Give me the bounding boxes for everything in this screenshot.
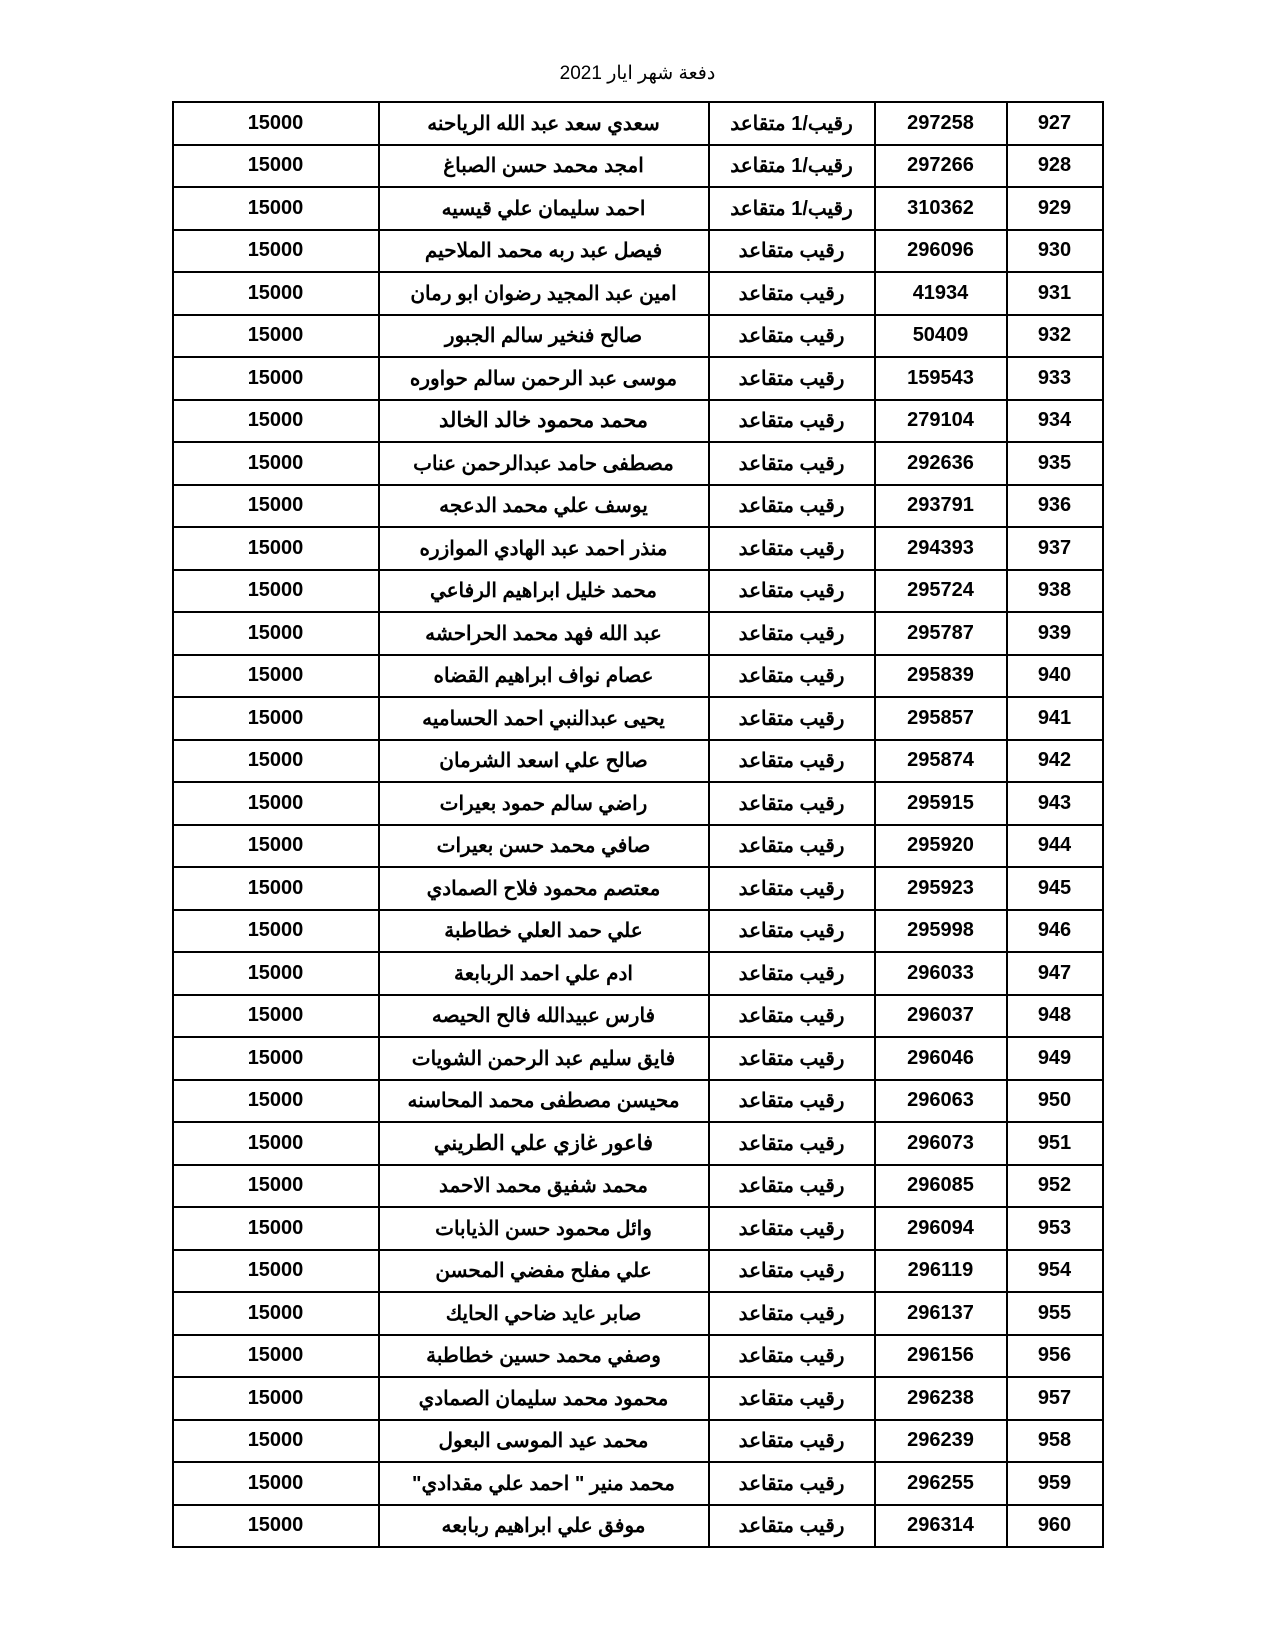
row-rank-cell: رقيب متقاعد — [709, 527, 875, 570]
row-rank-cell: رقيب متقاعد — [709, 1165, 875, 1208]
row-number-cell: 296085 — [875, 1165, 1007, 1208]
row-amount-cell: 15000 — [173, 1335, 379, 1378]
row-index-cell: 952 — [1007, 1165, 1103, 1208]
row-rank-cell: رقيب متقاعد — [709, 740, 875, 783]
row-name-cell: محيسن مصطفى محمد المحاسنه — [379, 1080, 709, 1123]
table-row — [173, 357, 1103, 400]
row-rank-cell: رقيب متقاعد — [709, 782, 875, 825]
row-amount-cell: 15000 — [173, 1207, 379, 1250]
row-amount-cell: 15000 — [173, 1420, 379, 1463]
table-row — [173, 1207, 1103, 1250]
row-name-cell: عصام نواف ابراهيم القضاه — [379, 655, 709, 698]
row-number-cell: 159543 — [875, 357, 1007, 400]
row-amount-cell: 15000 — [173, 612, 379, 655]
row-name-cell: صافي محمد حسن بعيرات — [379, 825, 709, 868]
row-index-cell: 949 — [1007, 1037, 1103, 1080]
row-amount-cell: 15000 — [173, 442, 379, 485]
row-index-cell: 933 — [1007, 357, 1103, 400]
table-row — [173, 570, 1103, 613]
table-row — [173, 1037, 1103, 1080]
row-index-cell: 946 — [1007, 910, 1103, 953]
row-number-cell: 296119 — [875, 1250, 1007, 1293]
row-name-cell: معتصم محمود فلاح الصمادي — [379, 867, 709, 910]
table-row — [173, 145, 1103, 188]
row-number-cell: 295724 — [875, 570, 1007, 613]
row-name-cell: محمد محمود خالد الخالد — [379, 400, 709, 443]
table-row — [173, 995, 1103, 1038]
row-number-cell: 296255 — [875, 1462, 1007, 1505]
row-amount-cell: 15000 — [173, 825, 379, 868]
row-name-cell: محمد عيد الموسى البعول — [379, 1420, 709, 1463]
row-name-cell: صالح علي اسعد الشرمان — [379, 740, 709, 783]
row-amount-cell: 15000 — [173, 952, 379, 995]
row-name-cell: فيصل عبد ربه محمد الملاحيم — [379, 230, 709, 273]
row-name-cell: محمد خليل ابراهيم الرفاعي — [379, 570, 709, 613]
row-name-cell: صابر عايد ضاحي الحايك — [379, 1292, 709, 1335]
row-rank-cell: رقيب متقاعد — [709, 1080, 875, 1123]
row-index-cell: 938 — [1007, 570, 1103, 613]
row-number-cell: 296314 — [875, 1505, 1007, 1548]
row-amount-cell: 15000 — [173, 527, 379, 570]
row-amount-cell: 15000 — [173, 655, 379, 698]
row-amount-cell: 15000 — [173, 485, 379, 528]
row-amount-cell: 15000 — [173, 1462, 379, 1505]
table-row — [173, 230, 1103, 273]
table-row — [173, 187, 1103, 230]
row-rank-cell: رقيب متقاعد — [709, 952, 875, 995]
row-name-cell: محمد شفيق محمد الاحمد — [379, 1165, 709, 1208]
row-rank-cell: رقيب/1 متقاعد — [709, 187, 875, 230]
row-rank-cell: رقيب متقاعد — [709, 357, 875, 400]
row-amount-cell: 15000 — [173, 357, 379, 400]
row-number-cell: 279104 — [875, 400, 1007, 443]
row-amount-cell: 15000 — [173, 1505, 379, 1548]
row-index-cell: 934 — [1007, 400, 1103, 443]
table-row — [173, 1080, 1103, 1123]
table-row — [173, 1462, 1103, 1505]
row-number-cell: 296033 — [875, 952, 1007, 995]
row-index-cell: 931 — [1007, 272, 1103, 315]
row-index-cell: 937 — [1007, 527, 1103, 570]
row-amount-cell: 15000 — [173, 1037, 379, 1080]
table-row — [173, 315, 1103, 358]
table-row — [173, 1250, 1103, 1293]
row-number-cell: 296156 — [875, 1335, 1007, 1378]
row-name-cell: راضي سالم حمود بعيرات — [379, 782, 709, 825]
row-index-cell: 948 — [1007, 995, 1103, 1038]
row-index-cell: 956 — [1007, 1335, 1103, 1378]
row-index-cell: 953 — [1007, 1207, 1103, 1250]
row-amount-cell: 15000 — [173, 1377, 379, 1420]
row-rank-cell: رقيب متقاعد — [709, 697, 875, 740]
row-number-cell: 297266 — [875, 145, 1007, 188]
row-index-cell: 960 — [1007, 1505, 1103, 1548]
row-index-cell: 935 — [1007, 442, 1103, 485]
table-row — [173, 527, 1103, 570]
row-number-cell: 296063 — [875, 1080, 1007, 1123]
table-row — [173, 697, 1103, 740]
row-name-cell: علي حمد العلي خطاطبة — [379, 910, 709, 953]
row-number-cell: 296239 — [875, 1420, 1007, 1463]
table-row — [173, 910, 1103, 953]
row-number-cell: 295787 — [875, 612, 1007, 655]
row-amount-cell: 15000 — [173, 867, 379, 910]
row-amount-cell: 15000 — [173, 740, 379, 783]
row-number-cell: 292636 — [875, 442, 1007, 485]
table-row — [173, 1292, 1103, 1335]
table-row — [173, 1420, 1103, 1463]
row-rank-cell: رقيب متقاعد — [709, 825, 875, 868]
row-amount-cell: 15000 — [173, 272, 379, 315]
table-row — [173, 1122, 1103, 1165]
row-number-cell: 295857 — [875, 697, 1007, 740]
row-amount-cell: 15000 — [173, 230, 379, 273]
table-row — [173, 782, 1103, 825]
table-row — [173, 442, 1103, 485]
row-number-cell: 295839 — [875, 655, 1007, 698]
row-rank-cell: رقيب متقاعد — [709, 1377, 875, 1420]
row-amount-cell: 15000 — [173, 187, 379, 230]
row-number-cell: 296096 — [875, 230, 1007, 273]
row-index-cell: 951 — [1007, 1122, 1103, 1165]
row-name-cell: فايق سليم عبد الرحمن الشويات — [379, 1037, 709, 1080]
table-row — [173, 655, 1103, 698]
row-index-cell: 943 — [1007, 782, 1103, 825]
table-row — [173, 740, 1103, 783]
row-rank-cell: رقيب متقاعد — [709, 315, 875, 358]
row-rank-cell: رقيب متقاعد — [709, 612, 875, 655]
row-rank-cell: رقيب متقاعد — [709, 655, 875, 698]
row-rank-cell: رقيب متقاعد — [709, 867, 875, 910]
row-name-cell: ادم علي احمد الربابعة — [379, 952, 709, 995]
row-amount-cell: 15000 — [173, 1165, 379, 1208]
row-index-cell: 947 — [1007, 952, 1103, 995]
row-number-cell: 296046 — [875, 1037, 1007, 1080]
row-name-cell: وصفي محمد حسين خطاطبة — [379, 1335, 709, 1378]
table-row — [173, 400, 1103, 443]
row-number-cell: 296094 — [875, 1207, 1007, 1250]
row-number-cell: 295874 — [875, 740, 1007, 783]
table-row — [173, 612, 1103, 655]
row-rank-cell: رقيب متقاعد — [709, 1037, 875, 1080]
row-index-cell: 958 — [1007, 1420, 1103, 1463]
row-name-cell: وائل محمود حسن الذيابات — [379, 1207, 709, 1250]
row-rank-cell: رقيب متقاعد — [709, 1420, 875, 1463]
payments-table — [172, 101, 1104, 1548]
row-number-cell: 296238 — [875, 1377, 1007, 1420]
row-index-cell: 954 — [1007, 1250, 1103, 1293]
row-number-cell: 310362 — [875, 187, 1007, 230]
row-rank-cell: رقيب/1 متقاعد — [709, 145, 875, 188]
row-index-cell: 950 — [1007, 1080, 1103, 1123]
row-amount-cell: 15000 — [173, 315, 379, 358]
row-rank-cell: رقيب متقاعد — [709, 1122, 875, 1165]
table-row — [173, 825, 1103, 868]
row-index-cell: 942 — [1007, 740, 1103, 783]
row-rank-cell: رقيب متقاعد — [709, 1250, 875, 1293]
row-name-cell: احمد سليمان علي قيسيه — [379, 187, 709, 230]
payments-table-body — [173, 102, 1103, 1547]
row-index-cell: 945 — [1007, 867, 1103, 910]
row-index-cell: 930 — [1007, 230, 1103, 273]
row-rank-cell: رقيب متقاعد — [709, 1335, 875, 1378]
row-name-cell: محمود محمد سليمان الصمادي — [379, 1377, 709, 1420]
row-rank-cell: رقيب متقاعد — [709, 1462, 875, 1505]
row-number-cell: 297258 — [875, 102, 1007, 145]
row-amount-cell: 15000 — [173, 145, 379, 188]
row-name-cell: امجد محمد حسن الصباغ — [379, 145, 709, 188]
row-name-cell: منذر احمد عبد الهادي الموازره — [379, 527, 709, 570]
row-name-cell: محمد منير " احمد علي مقدادي" — [379, 1462, 709, 1505]
row-number-cell: 296037 — [875, 995, 1007, 1038]
row-index-cell: 928 — [1007, 145, 1103, 188]
row-index-cell: 955 — [1007, 1292, 1103, 1335]
row-index-cell: 940 — [1007, 655, 1103, 698]
row-rank-cell: رقيب متقاعد — [709, 1292, 875, 1335]
row-amount-cell: 15000 — [173, 570, 379, 613]
row-index-cell: 959 — [1007, 1462, 1103, 1505]
row-rank-cell: رقيب متقاعد — [709, 910, 875, 953]
row-name-cell: فاعور غازي علي الطريني — [379, 1122, 709, 1165]
row-number-cell: 295998 — [875, 910, 1007, 953]
table-row — [173, 867, 1103, 910]
row-name-cell: موفق علي ابراهيم ربابعه — [379, 1505, 709, 1548]
row-index-cell: 932 — [1007, 315, 1103, 358]
row-name-cell: سعدي سعد عبد الله الرياحنه — [379, 102, 709, 145]
table-row — [173, 272, 1103, 315]
row-amount-cell: 15000 — [173, 1122, 379, 1165]
row-name-cell: فارس عبيدالله فالح الحيصه — [379, 995, 709, 1038]
row-name-cell: مصطفى حامد عبدالرحمن عناب — [379, 442, 709, 485]
row-amount-cell: 15000 — [173, 102, 379, 145]
row-amount-cell: 15000 — [173, 1250, 379, 1293]
row-rank-cell: رقيب متقاعد — [709, 1207, 875, 1250]
page-title: دفعة شهر ايار 2021 — [559, 63, 716, 84]
row-amount-cell: 15000 — [173, 697, 379, 740]
row-number-cell: 296073 — [875, 1122, 1007, 1165]
table-row — [173, 102, 1103, 145]
table-row — [173, 485, 1103, 528]
row-number-cell: 295920 — [875, 825, 1007, 868]
row-name-cell: يوسف علي محمد الدعجه — [379, 485, 709, 528]
table-row — [173, 1165, 1103, 1208]
row-name-cell: يحيى عبدالنبي احمد الحساميه — [379, 697, 709, 740]
row-amount-cell: 15000 — [173, 1080, 379, 1123]
row-amount-cell: 15000 — [173, 995, 379, 1038]
row-number-cell: 295923 — [875, 867, 1007, 910]
row-number-cell: 294393 — [875, 527, 1007, 570]
row-rank-cell: رقيب متقاعد — [709, 272, 875, 315]
row-rank-cell: رقيب متقاعد — [709, 400, 875, 443]
row-name-cell: علي مفلح مفضي المحسن — [379, 1250, 709, 1293]
row-index-cell: 927 — [1007, 102, 1103, 145]
row-number-cell: 296137 — [875, 1292, 1007, 1335]
row-amount-cell: 15000 — [173, 400, 379, 443]
row-name-cell: موسى عبد الرحمن سالم حواوره — [379, 357, 709, 400]
table-row — [173, 1377, 1103, 1420]
row-amount-cell: 15000 — [173, 782, 379, 825]
row-rank-cell: رقيب متقاعد — [709, 1505, 875, 1548]
row-rank-cell: رقيب/1 متقاعد — [709, 102, 875, 145]
row-number-cell: 41934 — [875, 272, 1007, 315]
table-row — [173, 952, 1103, 995]
row-amount-cell: 15000 — [173, 1292, 379, 1335]
row-name-cell: امين عبد المجيد رضوان ابو رمان — [379, 272, 709, 315]
row-index-cell: 944 — [1007, 825, 1103, 868]
row-rank-cell: رقيب متقاعد — [709, 485, 875, 528]
row-rank-cell: رقيب متقاعد — [709, 230, 875, 273]
table-row — [173, 1505, 1103, 1548]
row-amount-cell: 15000 — [173, 910, 379, 953]
row-index-cell: 941 — [1007, 697, 1103, 740]
table-row — [173, 1335, 1103, 1378]
row-name-cell: صالح فنخير سالم الجبور — [379, 315, 709, 358]
row-index-cell: 939 — [1007, 612, 1103, 655]
row-index-cell: 929 — [1007, 187, 1103, 230]
row-rank-cell: رقيب متقاعد — [709, 995, 875, 1038]
row-rank-cell: رقيب متقاعد — [709, 570, 875, 613]
row-number-cell: 50409 — [875, 315, 1007, 358]
row-number-cell: 293791 — [875, 485, 1007, 528]
row-index-cell: 936 — [1007, 485, 1103, 528]
row-number-cell: 295915 — [875, 782, 1007, 825]
row-name-cell: عبد الله فهد محمد الحراحشه — [379, 612, 709, 655]
row-rank-cell: رقيب متقاعد — [709, 442, 875, 485]
row-index-cell: 957 — [1007, 1377, 1103, 1420]
